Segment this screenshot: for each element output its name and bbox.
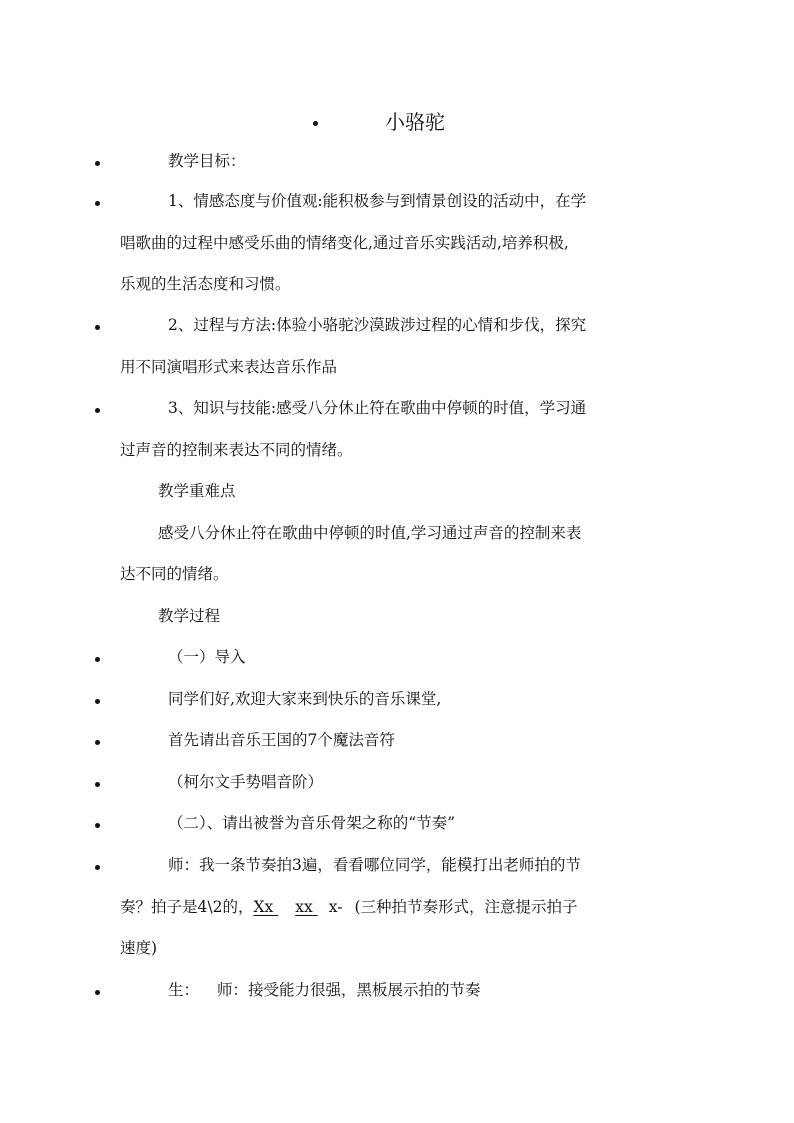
rhythm-pattern-3: x- (328, 898, 343, 916)
student-label: 生： (168, 981, 200, 999)
bullet (95, 161, 100, 166)
bullet (95, 408, 100, 413)
teacher-rhythm-line3: 速度) (120, 939, 158, 957)
key-points-heading: 教学重难点 (158, 482, 236, 500)
step1-line1: 同学们好,欢迎大家来到快乐的音乐课堂, (168, 690, 442, 708)
process-heading: 教学过程 (158, 607, 221, 625)
rhythm-pattern-2: xx (295, 898, 313, 916)
teacher-rhythm-line1: 师：我一条节奏拍3遍，看看哪位同学，能模打出老师拍的节 (168, 856, 581, 874)
teacher-rhythm-line2 (120, 897, 578, 917)
bullet (95, 699, 100, 704)
objective1-line1: 1、情感态度与价值观:能积极参与到情景创设的活动中，在学 (168, 192, 587, 210)
step2-heading: （二）、请出被誉为音乐骨架之称的“节奏” (168, 814, 456, 832)
student-teacher-line (168, 980, 481, 1000)
rhythm-gap (313, 897, 321, 917)
objective2-line2: 用不同演唱形式来表达音乐作品 (120, 358, 338, 376)
bullet (95, 201, 100, 206)
objective1-line2: 唱歌曲的过程中感受乐曲的情绪变化,通过音乐实践活动,培养积极, (120, 234, 569, 252)
step1-heading: （一）导入 (168, 648, 246, 666)
bullet (95, 823, 100, 828)
bullet (95, 657, 100, 662)
bullet (95, 865, 100, 870)
rhythm-gap (273, 897, 295, 917)
objective2-line1: 2、过程与方法:体验小骆驼沙漠跋涉过程的心情和步伐，探究 (168, 316, 587, 334)
key-points-line1: 感受八分休止符在歌曲中停顿的时值,学习通过声音的控制来表 (158, 524, 582, 542)
objectives-heading: 教学目标： (168, 152, 246, 170)
bullet (95, 325, 100, 330)
bullet (95, 782, 100, 787)
key-points-line2: 达不同的情绪。 (120, 565, 229, 583)
step1-line2: 首先请出音乐王国的7个魔法音符 (168, 731, 395, 749)
objective1-line3: 乐观的生活态度和习惯。 (120, 275, 291, 293)
objective3-line2: 过声音的控制来表达不同的情绪。 (120, 441, 353, 459)
teacher-rhythm-line2-post: (三种拍节奏形式，注意提示拍子 (354, 898, 578, 916)
teacher-remark: 师：接受能力很强，黑板展示拍的节奏 (217, 981, 481, 999)
document-title: 小骆驼 (385, 110, 445, 134)
teacher-rhythm-line2-pre: 奏？拍子是4\2的， (120, 898, 254, 916)
rhythm-pattern-1: Xx (253, 898, 274, 916)
bullet (95, 990, 100, 995)
step1-line3: （柯尔文手势唱音阶） (168, 773, 324, 791)
bullet (95, 740, 100, 745)
objective3-line1: 3、知识与技能:感受八分休止符在歌曲中停顿的时值，学习通 (168, 399, 587, 417)
bullet (313, 121, 318, 126)
